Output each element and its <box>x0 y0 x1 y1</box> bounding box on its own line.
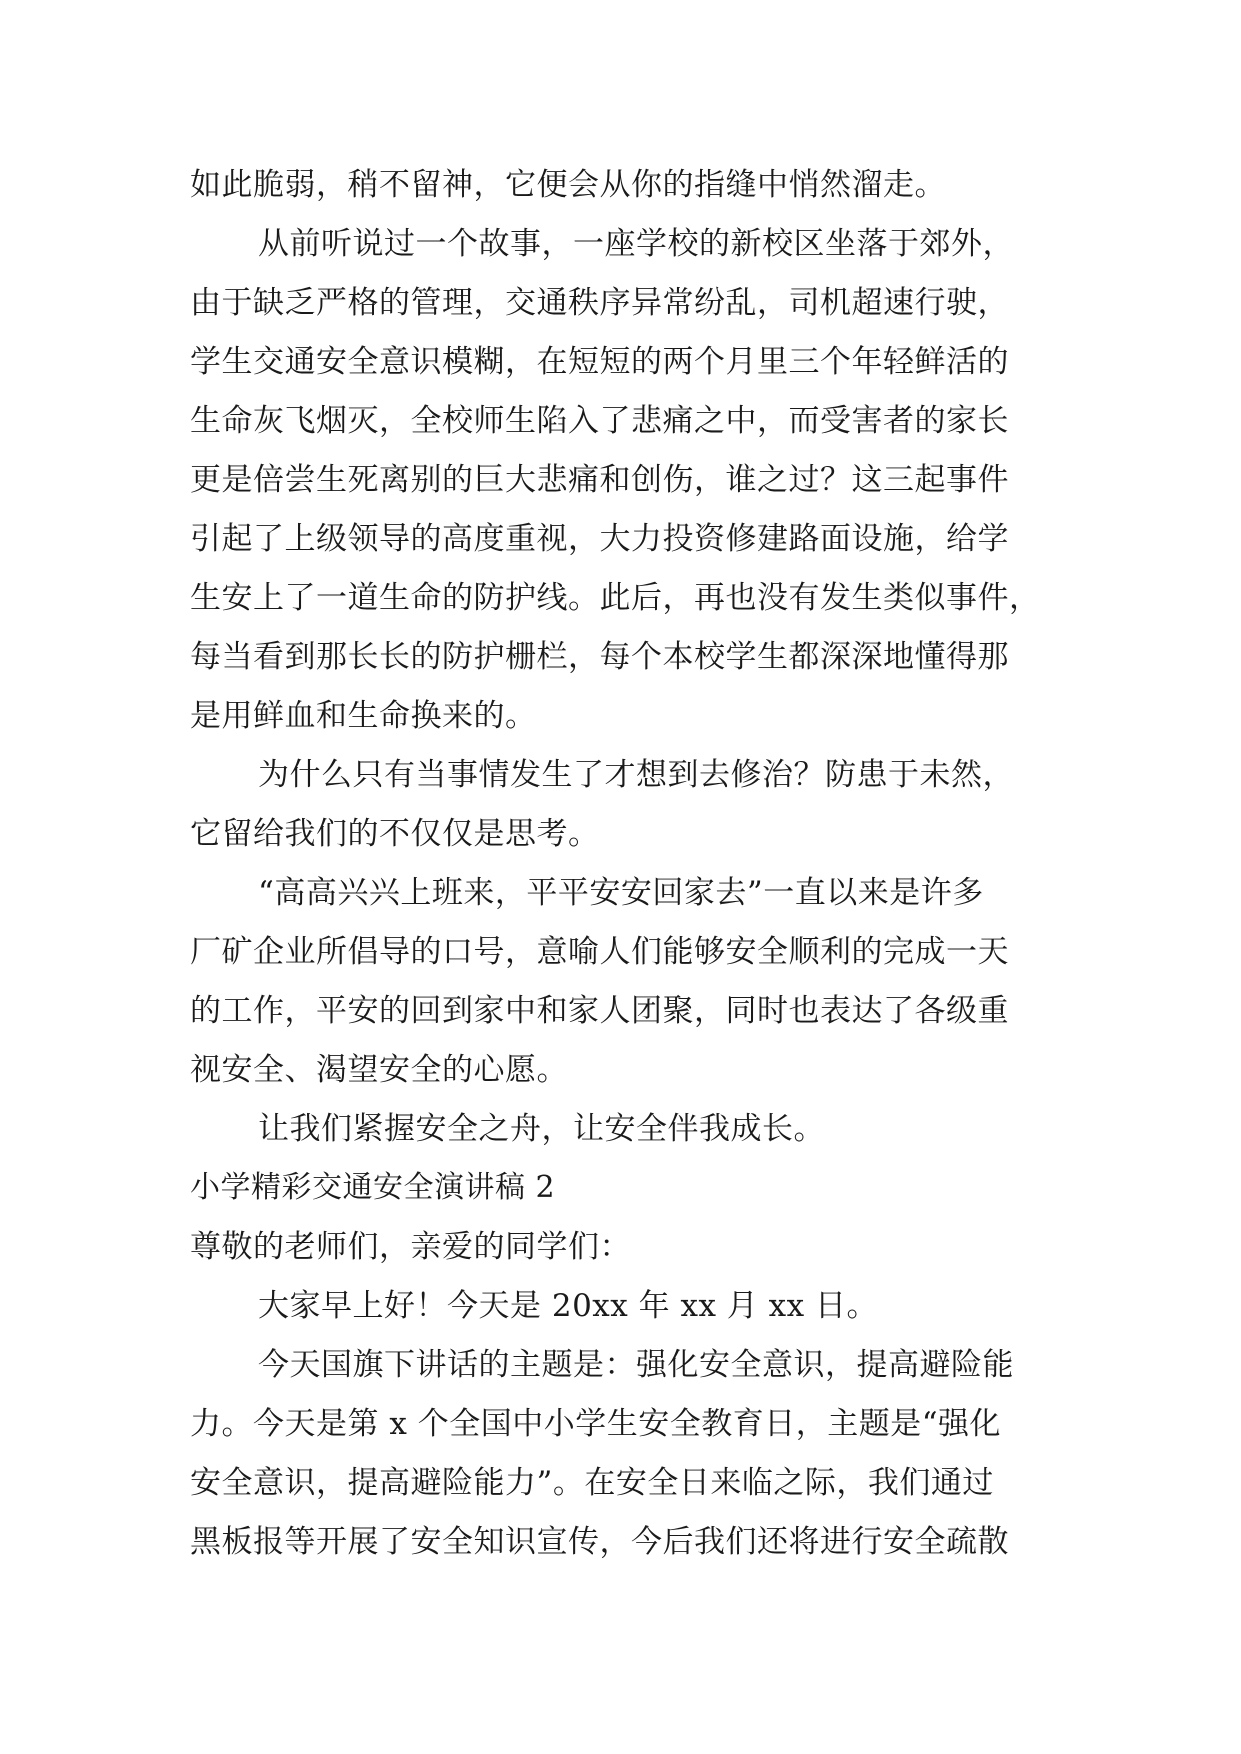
paragraph-line: 由于缺乏严格的管理，交通秩序异常纷乱，司机超速行驶， <box>190 285 1009 321</box>
paragraph-line: 每当看到那长长的防护栅栏，每个本校学生都深深地懂得那 <box>190 639 1009 675</box>
salutation-line: 尊敬的老师们，亲爱的同学们： <box>190 1229 631 1265</box>
paragraph-line: 引起了上级领导的高度重视，大力投资修建路面设施，给学 <box>190 521 1009 557</box>
paragraph-line: 学生交通安全意识模糊，在短短的两个月里三个年轻鲜活的 <box>190 344 1009 380</box>
paragraph-line: 从前听说过一个故事，一座学校的新校区坐落于郊外， <box>258 226 1014 262</box>
paragraph-line: 视安全、渴望安全的心愿。 <box>190 1052 568 1088</box>
paragraph-line: 生安上了一道生命的防护线。此后，再也没有发生类似事件， <box>190 580 1041 616</box>
paragraph-line: “高高兴兴上班来，平平安安回家去”一直以来是许多 <box>258 875 984 911</box>
section-heading: 小学精彩交通安全演讲稿 2 <box>190 1170 556 1205</box>
paragraph-line: 大家早上好！今天是 20xx 年 xx 月 xx 日。 <box>258 1288 878 1324</box>
paragraph-line: 让我们紧握安全之舟，让安全伴我成长。 <box>258 1111 825 1147</box>
paragraph-line: 的工作，平安的回到家中和家人团聚，同时也表达了各级重 <box>190 993 1009 1029</box>
paragraph-line: 如此脆弱，稍不留神，它便会从你的指缝中悄然溜走。 <box>190 167 946 203</box>
paragraph-line: 今天国旗下讲话的主题是：强化安全意识，提高避险能 <box>258 1347 1014 1383</box>
paragraph-line: 生命灰飞烟灭，全校师生陷入了悲痛之中，而受害者的家长 <box>190 403 1009 439</box>
paragraph-line: 力。今天是第 x 个全国中小学生安全教育日，主题是“强化 <box>190 1406 1002 1442</box>
paragraph-line: 它留给我们的不仅仅是思考。 <box>190 816 600 852</box>
paragraph-line: 安全意识，提高避险能力”。在安全日来临之际，我们通过 <box>190 1465 994 1501</box>
paragraph-line: 黑板报等开展了安全知识宣传，今后我们还将进行安全疏散 <box>190 1524 1009 1560</box>
paragraph-line: 为什么只有当事情发生了才想到去修治？防患于未然， <box>258 757 1014 793</box>
paragraph-line: 厂矿企业所倡导的口号，意喻人们能够安全顺利的完成一天 <box>190 934 1009 970</box>
paragraph-line: 是用鲜血和生命换来的。 <box>190 698 537 734</box>
paragraph-line: 更是倍尝生死离别的巨大悲痛和创伤，谁之过？这三起事件 <box>190 462 1009 498</box>
